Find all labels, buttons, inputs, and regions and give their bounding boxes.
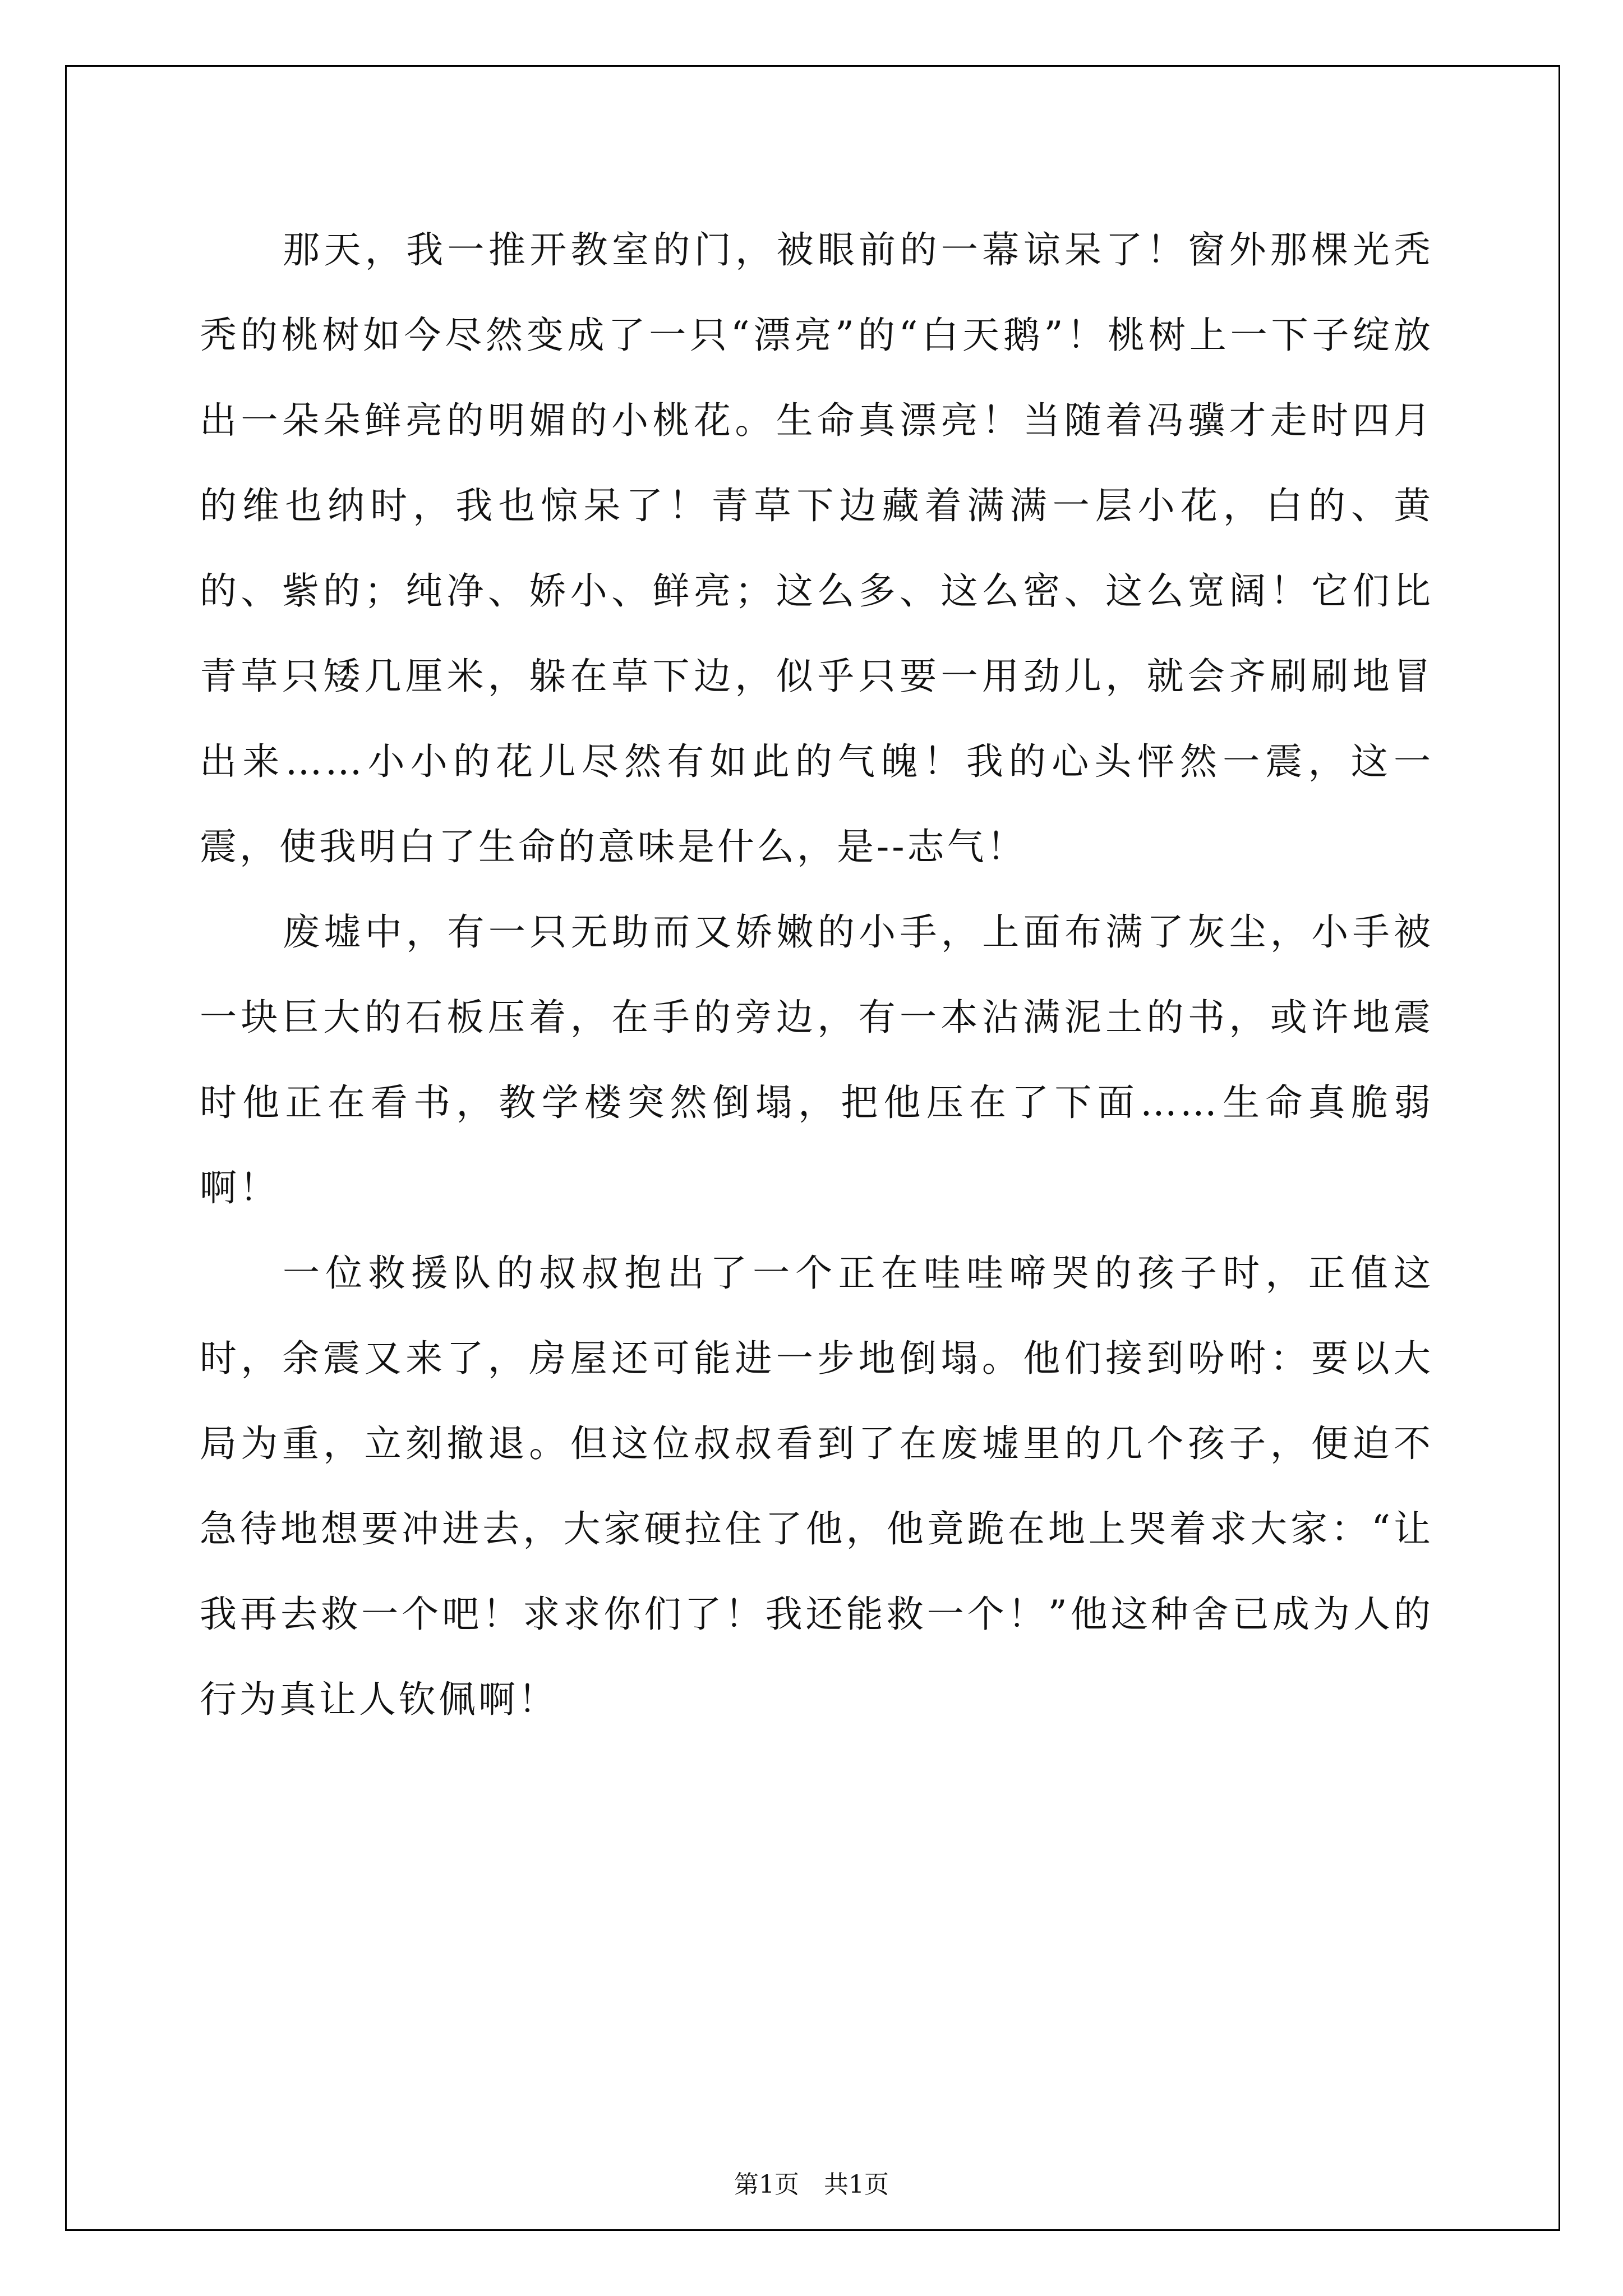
paragraph-1: 那天，我一推开教室的门，被眼前的一幕谅呆了！窗外那棵光秃秃的桃树如今尽然变成了一只“漂亮”的“白天鹅”！桃树上一下子绽放出一朵朵鲜亮的明媚的小桃花。生命真漂亮！当随着冯骥才走时四月的维也纳时，我也惊呆了！青草下边藏着满满一层小花，白的、黄的、紫的；纯净、娇小、鲜亮；这么多、这么密、这么宽阔！它们比青草只矮几厘米，躲在草下边，似乎只要一用劲儿，就会齐刷刷地冒出来……小小的花儿尽然有如此的气魄！我的心头怦然一震，这一震，使我明白了生命的意味是什么，是--志气！ (200, 228, 1433, 868)
paragraph-3: 一位救援队的叔叔抱出了一个正在哇哇啼哭的孩子时，正值这时，余震又来了，房屋还可能进一步地倒塌。他们接到吩咐：要以大局为重，立刻撤退。但这位叔叔看到了在废墟里的几个孩子，便迫不急待地想要冲进去，大家硬拉住了他，他竟跪在地上哭着求大家：“让我再去救一个吧！求求你们了！我还能救一个！”他这种舍已成为人的行为真让人钦佩啊！ (200, 1251, 1433, 1721)
page-number: 第1页 (734, 2170, 799, 2199)
paragraph-2: 废墟中，有一只无助而又娇嫩的小手，上面布满了灰尘，小手被一块巨大的石板压着，在手的旁边，有一本沾满泥土的书，或许地震时他正在看书，教学楼突然倒塌，把他压在了下面……生命真脆弱啊！ (200, 910, 1433, 1209)
total-pages: 共1页 (824, 2170, 889, 2199)
page-footer (0, 2171, 1623, 2199)
document-body (200, 208, 1433, 1742)
